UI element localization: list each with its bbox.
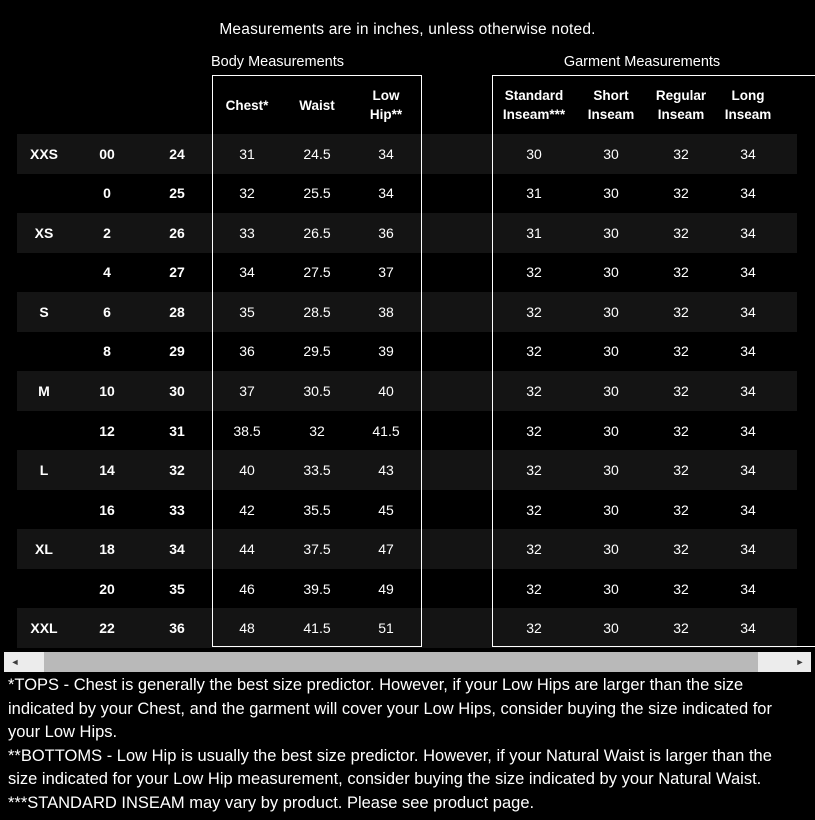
alt-size-cell: 33 bbox=[169, 501, 185, 518]
footnote-bottoms: **BOTTOMS - Low Hip is usually the best size predictor. However, if your Natural Waist is larger than the size indicated for your Low Hip measurement, consider buying the size indicated by your Natural Waist. bbox=[8, 746, 772, 788]
size-letter-cell: XXL bbox=[30, 620, 58, 637]
table-row bbox=[0, 213, 815, 253]
numeric-size-cell: 14 bbox=[99, 462, 115, 479]
chest-cell: 33 bbox=[239, 224, 255, 241]
low-hip-cell: 47 bbox=[378, 541, 394, 558]
table-row bbox=[0, 450, 815, 490]
chest-cell: 31 bbox=[239, 145, 255, 162]
numeric-size-cell: 16 bbox=[99, 501, 115, 518]
short-inseam-cell: 30 bbox=[603, 382, 619, 399]
numeric-size-cell: 8 bbox=[103, 343, 111, 360]
long-inseam-cell: 34 bbox=[740, 343, 756, 360]
table-row bbox=[0, 529, 815, 569]
long-inseam-cell: 34 bbox=[740, 303, 756, 320]
short-inseam-cell: 30 bbox=[603, 620, 619, 637]
regular-inseam-cell: 32 bbox=[673, 382, 689, 399]
long-inseam-cell: 34 bbox=[740, 264, 756, 281]
low-hip-cell: 36 bbox=[378, 224, 394, 241]
numeric-size-cell: 6 bbox=[103, 303, 111, 320]
standard-inseam-cell: 32 bbox=[526, 580, 542, 597]
size-letter-cell bbox=[18, 490, 70, 530]
regular-inseam-cell: 32 bbox=[673, 185, 689, 202]
waist-cell: 29.5 bbox=[303, 343, 331, 360]
regular-inseam-cell: 32 bbox=[673, 541, 689, 558]
short-inseam-cell: 30 bbox=[603, 303, 619, 320]
chest-cell: 46 bbox=[239, 580, 255, 597]
short-inseam-cell: 30 bbox=[603, 145, 619, 162]
scrollbar-thumb[interactable] bbox=[44, 652, 758, 672]
footnotes bbox=[8, 674, 804, 815]
long-inseam-cell: 34 bbox=[740, 382, 756, 399]
alt-size-cell: 29 bbox=[169, 343, 185, 360]
alt-size-cell: 28 bbox=[169, 303, 185, 320]
alt-size-cell: 27 bbox=[169, 264, 185, 281]
low-hip-column-header: Low Hip** bbox=[369, 88, 403, 122]
numeric-size-cell: 4 bbox=[103, 264, 111, 281]
garment-measurements-label: Garment Measurements bbox=[563, 54, 721, 70]
regular-inseam-cell: 32 bbox=[673, 501, 689, 518]
long-inseam-cell: 34 bbox=[740, 620, 756, 637]
short-inseam-cell: 30 bbox=[603, 462, 619, 479]
long-inseam-cell: 34 bbox=[740, 541, 756, 558]
long-inseam-cell: 34 bbox=[740, 422, 756, 439]
chest-cell: 40 bbox=[239, 462, 255, 479]
table-row bbox=[0, 332, 815, 372]
standard-inseam-cell: 32 bbox=[526, 620, 542, 637]
standard-inseam-cell: 32 bbox=[526, 462, 542, 479]
regular-inseam-cell: 32 bbox=[673, 264, 689, 281]
chest-cell: 44 bbox=[239, 541, 255, 558]
long-inseam-column-header: Long Inseam bbox=[724, 88, 772, 122]
table-row bbox=[0, 292, 815, 332]
table-row bbox=[0, 569, 815, 609]
waist-cell: 26.5 bbox=[303, 224, 331, 241]
regular-inseam-cell: 32 bbox=[673, 422, 689, 439]
low-hip-cell: 40 bbox=[378, 382, 394, 399]
short-inseam-cell: 30 bbox=[603, 264, 619, 281]
footnote-tops: *TOPS - Chest is generally the best size predictor. However, if your Low Hips are larger than the size indicated by your Chest, and the garment will cover your Low Hips, consider buying the size indicated for your Low Hips. bbox=[8, 676, 772, 741]
short-inseam-cell: 30 bbox=[603, 343, 619, 360]
size-letter-cell: XS bbox=[34, 224, 54, 241]
alt-size-cell: 31 bbox=[169, 422, 185, 439]
standard-inseam-cell: 32 bbox=[526, 303, 542, 320]
numeric-size-cell: 18 bbox=[99, 541, 115, 558]
regular-inseam-cell: 32 bbox=[673, 620, 689, 637]
size-letter-cell bbox=[18, 253, 70, 293]
alt-size-cell: 36 bbox=[169, 620, 185, 637]
size-letter-cell: XL bbox=[35, 541, 53, 558]
body-measurements-label: Body Measurements bbox=[211, 54, 344, 70]
numeric-size-cell: 0 bbox=[103, 185, 111, 202]
chest-cell: 48 bbox=[239, 620, 255, 637]
waist-cell: 28.5 bbox=[303, 303, 331, 320]
short-inseam-column-header: Short Inseam bbox=[587, 88, 635, 122]
standard-inseam-cell: 32 bbox=[526, 343, 542, 360]
regular-inseam-cell: 32 bbox=[673, 580, 689, 597]
low-hip-cell: 39 bbox=[378, 343, 394, 360]
table-row bbox=[0, 411, 815, 451]
low-hip-cell: 38 bbox=[378, 303, 394, 320]
waist-cell: 37.5 bbox=[303, 541, 331, 558]
waist-cell: 35.5 bbox=[303, 501, 331, 518]
size-letter-cell bbox=[18, 569, 70, 609]
footnote-inseam: ***STANDARD INSEAM may vary by product. Please see product page. bbox=[8, 793, 535, 812]
low-hip-cell: 45 bbox=[378, 501, 394, 518]
table-row bbox=[0, 174, 815, 214]
numeric-size-cell: 12 bbox=[99, 422, 115, 439]
low-hip-cell: 37 bbox=[378, 264, 394, 281]
table-row bbox=[0, 608, 815, 648]
standard-inseam-cell: 32 bbox=[526, 541, 542, 558]
short-inseam-cell: 30 bbox=[603, 185, 619, 202]
short-inseam-cell: 30 bbox=[603, 541, 619, 558]
size-letter-cell bbox=[18, 332, 70, 372]
table-row bbox=[0, 371, 815, 411]
chest-cell: 38.5 bbox=[233, 422, 261, 439]
waist-column-header: Waist bbox=[299, 97, 335, 113]
regular-inseam-column-header: Regular Inseam bbox=[655, 88, 707, 122]
regular-inseam-cell: 32 bbox=[673, 145, 689, 162]
low-hip-cell: 43 bbox=[378, 462, 394, 479]
long-inseam-cell: 34 bbox=[740, 501, 756, 518]
short-inseam-cell: 30 bbox=[603, 501, 619, 518]
size-letter-cell: L bbox=[39, 462, 49, 479]
horizontal-scrollbar[interactable] bbox=[4, 652, 811, 672]
units-note: Measurements are in inches, unless otherwise noted. bbox=[219, 21, 596, 38]
scroll-right-icon[interactable]: ► bbox=[795, 657, 805, 667]
long-inseam-cell: 34 bbox=[740, 185, 756, 202]
standard-inseam-cell: 32 bbox=[526, 382, 542, 399]
chest-cell: 34 bbox=[239, 264, 255, 281]
alt-size-cell: 25 bbox=[169, 185, 185, 202]
size-letter-cell: XXS bbox=[29, 145, 58, 162]
regular-inseam-cell: 32 bbox=[673, 224, 689, 241]
waist-cell: 27.5 bbox=[303, 264, 331, 281]
numeric-size-cell: 00 bbox=[99, 145, 115, 162]
long-inseam-cell: 34 bbox=[740, 462, 756, 479]
low-hip-cell: 41.5 bbox=[372, 422, 400, 439]
long-inseam-cell: 34 bbox=[740, 145, 756, 162]
short-inseam-cell: 30 bbox=[603, 224, 619, 241]
table-row bbox=[0, 253, 815, 293]
waist-cell: 25.5 bbox=[303, 185, 331, 202]
scroll-left-icon[interactable]: ◄ bbox=[10, 657, 20, 667]
chest-cell: 35 bbox=[239, 303, 255, 320]
standard-inseam-cell: 32 bbox=[526, 422, 542, 439]
chest-cell: 42 bbox=[239, 501, 255, 518]
size-letter-cell bbox=[18, 411, 70, 451]
long-inseam-cell: 34 bbox=[740, 580, 756, 597]
regular-inseam-cell: 32 bbox=[673, 303, 689, 320]
standard-inseam-cell: 31 bbox=[526, 224, 542, 241]
numeric-size-cell: 22 bbox=[99, 620, 115, 637]
waist-cell: 32 bbox=[309, 422, 325, 439]
low-hip-cell: 49 bbox=[378, 580, 394, 597]
chest-cell: 36 bbox=[239, 343, 255, 360]
low-hip-cell: 51 bbox=[378, 620, 394, 637]
standard-inseam-cell: 31 bbox=[526, 185, 542, 202]
waist-cell: 39.5 bbox=[303, 580, 331, 597]
low-hip-cell: 34 bbox=[378, 145, 394, 162]
chest-column-header: Chest* bbox=[225, 97, 269, 113]
low-hip-cell: 34 bbox=[378, 185, 394, 202]
long-inseam-cell: 34 bbox=[740, 224, 756, 241]
size-letter-cell: S bbox=[39, 303, 49, 320]
short-inseam-cell: 30 bbox=[603, 422, 619, 439]
table-row bbox=[0, 134, 815, 174]
regular-inseam-cell: 32 bbox=[673, 343, 689, 360]
short-inseam-cell: 30 bbox=[603, 580, 619, 597]
standard-inseam-cell: 32 bbox=[526, 501, 542, 518]
table-row bbox=[0, 490, 815, 530]
regular-inseam-cell: 32 bbox=[673, 462, 689, 479]
standard-inseam-cell: 30 bbox=[526, 145, 542, 162]
numeric-size-cell: 20 bbox=[99, 580, 115, 597]
waist-cell: 41.5 bbox=[303, 620, 331, 637]
alt-size-cell: 32 bbox=[169, 462, 185, 479]
waist-cell: 30.5 bbox=[303, 382, 331, 399]
numeric-size-cell: 2 bbox=[103, 224, 111, 241]
size-letter-cell bbox=[18, 174, 70, 214]
standard-inseam-cell: 32 bbox=[526, 264, 542, 281]
chest-cell: 37 bbox=[239, 382, 255, 399]
chest-cell: 32 bbox=[239, 185, 255, 202]
alt-size-cell: 26 bbox=[169, 224, 185, 241]
alt-size-cell: 24 bbox=[169, 145, 185, 162]
alt-size-cell: 35 bbox=[169, 580, 185, 597]
standard-inseam-column-header: Standard Inseam*** bbox=[502, 88, 566, 122]
alt-size-cell: 30 bbox=[169, 382, 185, 399]
waist-cell: 33.5 bbox=[303, 462, 331, 479]
waist-cell: 24.5 bbox=[303, 145, 331, 162]
alt-size-cell: 34 bbox=[169, 541, 185, 558]
numeric-size-cell: 10 bbox=[99, 382, 115, 399]
size-letter-cell: M bbox=[38, 382, 50, 399]
